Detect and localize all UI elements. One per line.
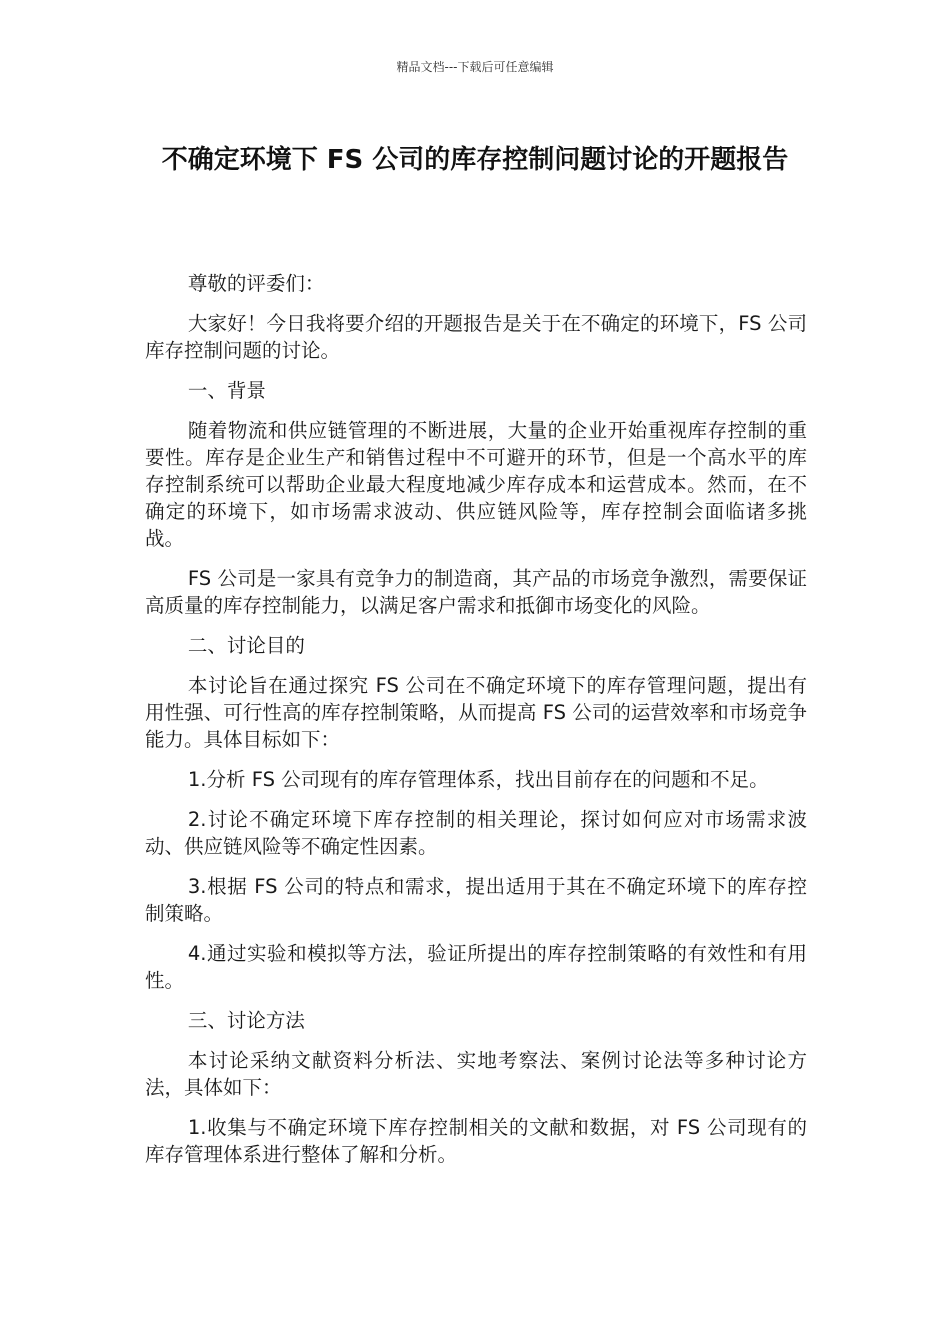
goal-item-2: 2.讨论不确定环境下库存控制的相关理论，探讨如何应对市场需求波动、供应链风险等不确定性因素。 xyxy=(145,808,807,858)
page-header-note: 精品文档---下载后可任意编辑 xyxy=(396,60,554,74)
section-heading-background: 一、背景 xyxy=(187,379,266,402)
method-paragraph: 本讨论采纳文献资料分析法、实地考察法、案例讨论法等多种讨论方法，具体如下： xyxy=(145,1049,807,1099)
purpose-paragraph: 本讨论旨在通过探究 FS 公司在不确定环境下的库存管理问题，提出有用性强、可行性高的库存控制策略，从而提高 FS 公司的运营效率和市场竞争能力。具体目标如下： xyxy=(145,674,807,751)
section-heading-purpose: 二、讨论目的 xyxy=(187,634,305,657)
goal-item-4: 4.通过实验和模拟等方法，验证所提出的库存控制策略的有效性和有用性。 xyxy=(145,942,807,992)
background-paragraph: 随着物流和供应链管理的不断进展，大量的企业开始重视库存控制的重要性。库存是企业生产和销售过程中不可避开的环节，但是一个高水平的库存控制系统可以帮助企业最大程度地减少库存成本和运营成本。然而，在不确定的环境下，如市场需求波动、供应链风险等，库存控制会面临诸多挑战。 xyxy=(145,419,807,550)
salutation: 尊敬的评委们： xyxy=(187,272,325,295)
company-paragraph: FS 公司是一家具有竞争力的制造商，其产品的市场竞争激烈，需要保证高质量的库存控制能力，以满足客户需求和抵御市场变化的风险。 xyxy=(145,567,807,617)
section-heading-method: 三、讨论方法 xyxy=(187,1009,305,1032)
goal-item-1: 1.分析 FS 公司现有的库存管理体系，找出目前存在的问题和不足。 xyxy=(187,768,769,791)
document-title: 不确定环境下 FS 公司的库存控制问题讨论的开题报告 xyxy=(161,145,789,175)
method-item-1: 1.收集与不确定环境下库存控制相关的文献和数据，对 FS 公司现有的库存管理体系进行整体了解和分析。 xyxy=(145,1116,807,1166)
document-body xyxy=(145,270,807,1181)
intro-paragraph: 大家好！今日我将要介绍的开题报告是关于在不确定的环境下，FS 公司库存控制问题的讨论。 xyxy=(145,312,807,362)
goal-item-3: 3.根据 FS 公司的特点和需求，提出适用于其在不确定环境下的库存控制策略。 xyxy=(145,875,807,925)
